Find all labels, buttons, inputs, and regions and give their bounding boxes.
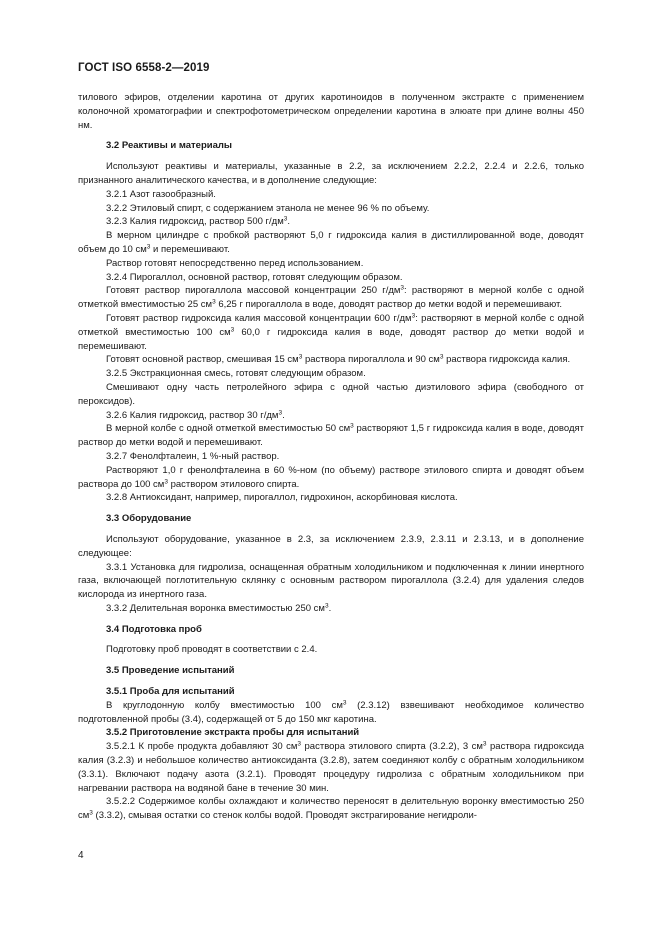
document-header: ГОСТ ISO 6558-2—2019 [78,62,210,74]
section-heading: 3.2 Реактивы и материалы [106,140,233,152]
section-heading: 3.5 Проведение испытаний [106,665,235,677]
paragraph: Растворяют 1,0 г фенолфталеина в 60 %-ном (по объему) растворе этилового спирта и доводят объем раствора до 100 $см^3$ раствором этилового спирта. [78,464,584,490]
paragraph: 3.3.1 Установка для гидролиза, оснащенная обратным холодильником и подключенная к линии инертного газа, включающей поглотительную склянку с основным раствором пирогаллола (3.2.4) для удаления следов кислорода из инертного газа. [78,561,584,601]
section-heading: 3.5.2 Приготовление экстракта пробы для испытаний [106,727,360,739]
paragraph: 3.2.2 Этиловый спирт, с содержанием этанола не менее 96 % по объему. [106,202,430,214]
paragraph: 3.2.4 Пирогаллол, основной раствор, готовят следующим образом. [106,271,403,283]
paragraph: В мерной колбе с одной отметкой вместимостью 50 $см^3$ растворяют 1,5 г гидроксида калия в воде, доводят раствор до метки водой и перемешивают. [78,422,584,449]
section-heading: 3.3 Оборудование [106,513,192,525]
paragraph: Готовят основной раствор, смешивая 15 $см^3$ раствора пирогаллола и 90 $см^3$ раствора гидроксида калия. [106,353,571,366]
paragraph: 3.2.7 Фенолфталеин, 1 %-ный раствор. [106,450,280,462]
paragraph: Используют реактивы и материалы, указанные в 2.2, за исключением 2.2.2, 2.2.4 и 2.2.6, только признанного аналитического качества, и в дополнение следующие: [78,161,584,186]
paragraph: Используют оборудование, указанное в 2.3, за исключением 2.3.9, 2.3.11 и 2.3.13, и в дополнение следующее: [78,533,584,559]
paragraph: Готовят раствор гидроксида калия массовой концентрации 600 $г/дм^3$: растворяют в мерной колбе с одной отметкой вместимостью 100 $см^3$ 60,0 г гидроксида калия в воде, доводят раствор до метки водой и перемешивают. [78,312,584,352]
paragraph: В мерном цилиндре с пробкой растворяют 5,0 г гидроксида калия в дистиллированной воде, доводят объем до 10 $см^3$ и перемешивают. [78,230,584,255]
paragraph: Подготовку проб проводят в соответствии с 2.4. [106,644,318,656]
paragraph: 3.2.5 Экстракционная смесь, готовят следующим образом. [106,368,366,380]
paragraph: 3.5.2.2 Содержимое колбы охлаждают и количество переносят в делительную воронку вместимостью 250 $см^3$ (3.3.2), смывая остатки со стенок колбы водой. Проводят экстрагирование негидроли- [78,796,584,822]
paragraph: 3.2.3 Калия гидроксид, раствор 500 $г/дм^3$. [106,215,290,228]
paragraph: 3.2.1 Азот газообразный. [106,188,216,200]
paragraph: 3.2.6 Калия гидроксид, раствор 30 $г/дм^3$. [106,409,285,421]
paragraph: 3.3.2 Делительная воронка вместимостью 250 $см^3$. [106,602,332,614]
document-body [78,91,584,823]
section-heading: 3.4 Подготовка проб [106,623,202,635]
paragraph: Готовят раствор пирогаллола массовой концентрации 250 $г/дм^3$: растворяют в мерной колбе с одной отметкой вместимостью 25 $см^3$ 6,25 г пирогаллола в воде, доводят раствор до метки водой и перемешивают. [78,284,584,311]
paragraph: 3.2.8 Антиоксидант, например, пирогаллол, гидрохинон, аскорбиновая кислота. [106,492,458,504]
paragraph: тилового эфиров, отделении каротина от других каротиноидов в полученном экстракте с применением колоночной хроматографии и спектрофотометрическом определении каротина в элюате при длине волны 450 нм. [78,92,584,131]
section-heading: 3.5.1 Проба для испытаний [106,686,235,698]
page-number: 4 [78,850,84,861]
paragraph: 3.5.2.1 К пробе продукта добавляют 30 $см^3$ раствора этилового спирта (3.2.2), 3 $см^3$ раствора гидроксида калия (3.2.3) и небольшое количество антиоксиданта (3.2.8), затем соединяют колбу с обратным холодильником (3.3.1). Включают подачу азота (3.2.1). Проводят процедуру гидролиза с обратным холодильником при нагревании раствора на водяной бане в течение 30 мин. [78,740,584,794]
paragraph: В круглодонную колбу вместимостью 100 $см^3$ (2.3.12) взвешивают необходимое количество подготовленной пробы (3.4), содержащей от 5 до 150 мкг каротина. [78,699,584,725]
paragraph: Раствор готовят непосредственно перед использованием. [106,257,364,269]
paragraph: Смешивают одну часть петролейного эфира с одной частью диэтилового эфира (свободного от пероксидов). [78,381,584,407]
